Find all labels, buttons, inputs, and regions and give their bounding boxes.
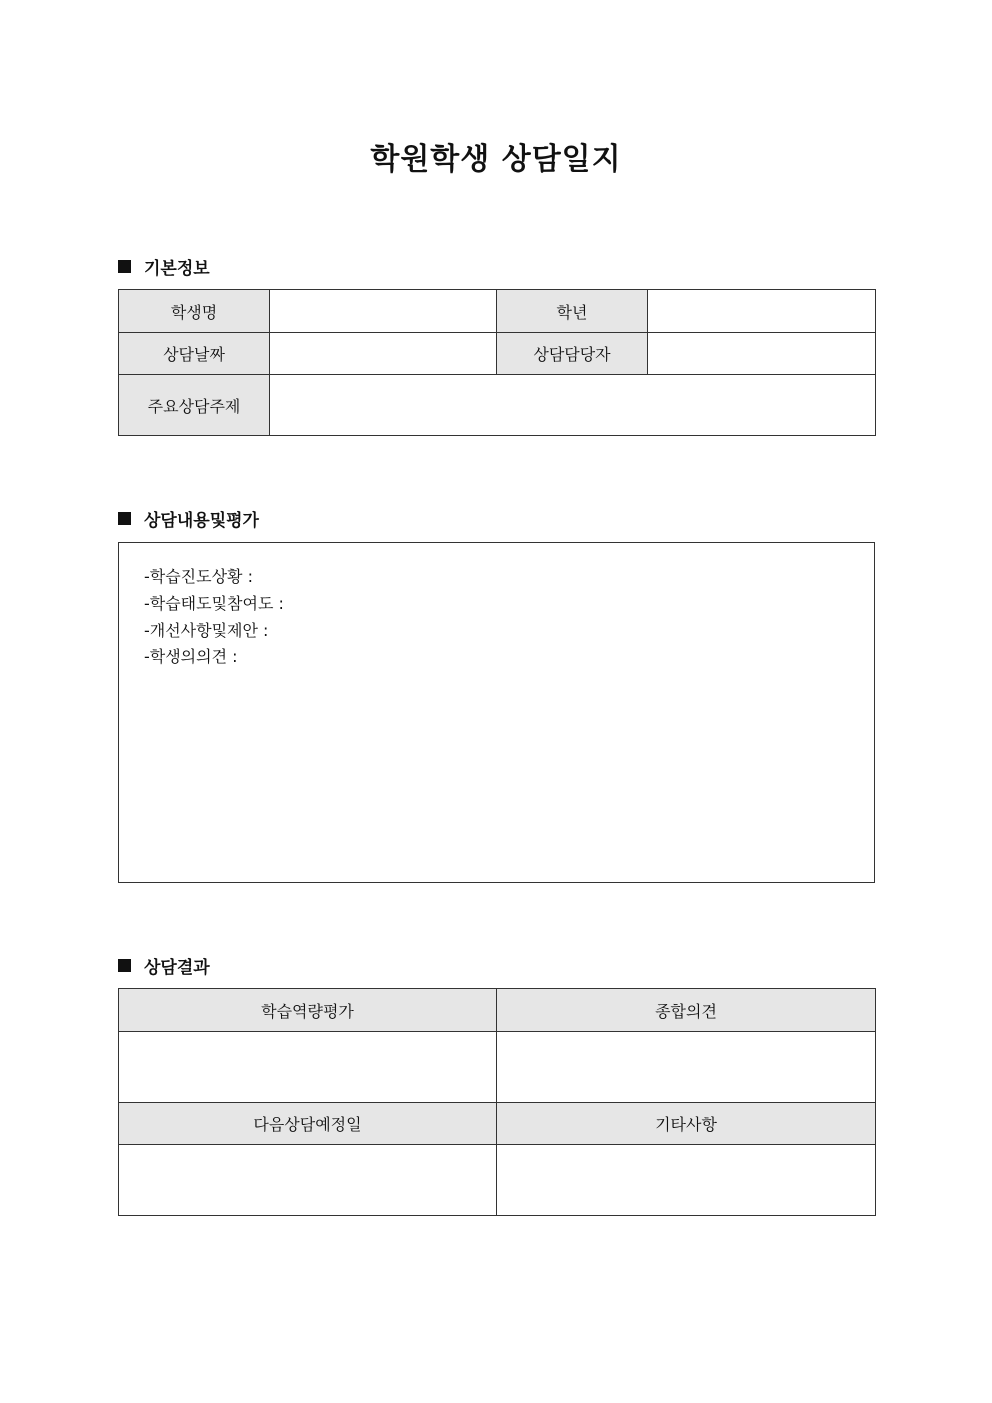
content-line-improvement: -개선사항및제안 : [144,621,269,640]
topic-field[interactable] [270,375,876,436]
etc-label: 기타사항 [497,1103,876,1145]
section-heading-label: 기본정보 [144,259,210,279]
date-field[interactable] [270,333,497,375]
section-heading-content [118,506,259,531]
next-date-label: 다음상담예정일 [119,1103,497,1145]
section-heading-result [118,953,210,978]
result-table [118,988,876,1216]
counselor-field[interactable] [648,333,876,375]
opinion-label: 종합의견 [497,989,876,1032]
page-title: 학원학생 상담일지 [370,142,622,177]
grade-label: 학년 [497,290,648,333]
content-evaluation-box[interactable] [118,542,875,883]
opinion-field[interactable] [497,1032,876,1103]
etc-field[interactable] [497,1145,876,1216]
section-heading-label: 상담내용및평가 [144,511,259,531]
date-label: 상담날짜 [119,333,270,375]
counselor-label: 상담담당자 [497,333,648,375]
content-line-attitude: -학습태도및참여도 : [144,594,284,613]
student-name-label: 학생명 [119,290,270,333]
grade-field[interactable] [648,290,876,333]
basic-info-table [118,289,876,436]
next-date-field[interactable] [119,1145,497,1216]
competency-field[interactable] [119,1032,497,1103]
square-bullet-icon [118,512,131,525]
content-line-student-opinion: -학생의의견 : [144,647,238,666]
content-line-progress: -학습진도상황 : [144,567,253,586]
section-heading-label: 상담결과 [144,958,210,978]
student-name-field[interactable] [270,290,497,333]
section-heading-basic [118,254,210,279]
topic-label: 주요상담주제 [119,375,270,436]
square-bullet-icon [118,959,131,972]
competency-label: 학습역량평가 [119,989,497,1032]
square-bullet-icon [118,260,131,273]
